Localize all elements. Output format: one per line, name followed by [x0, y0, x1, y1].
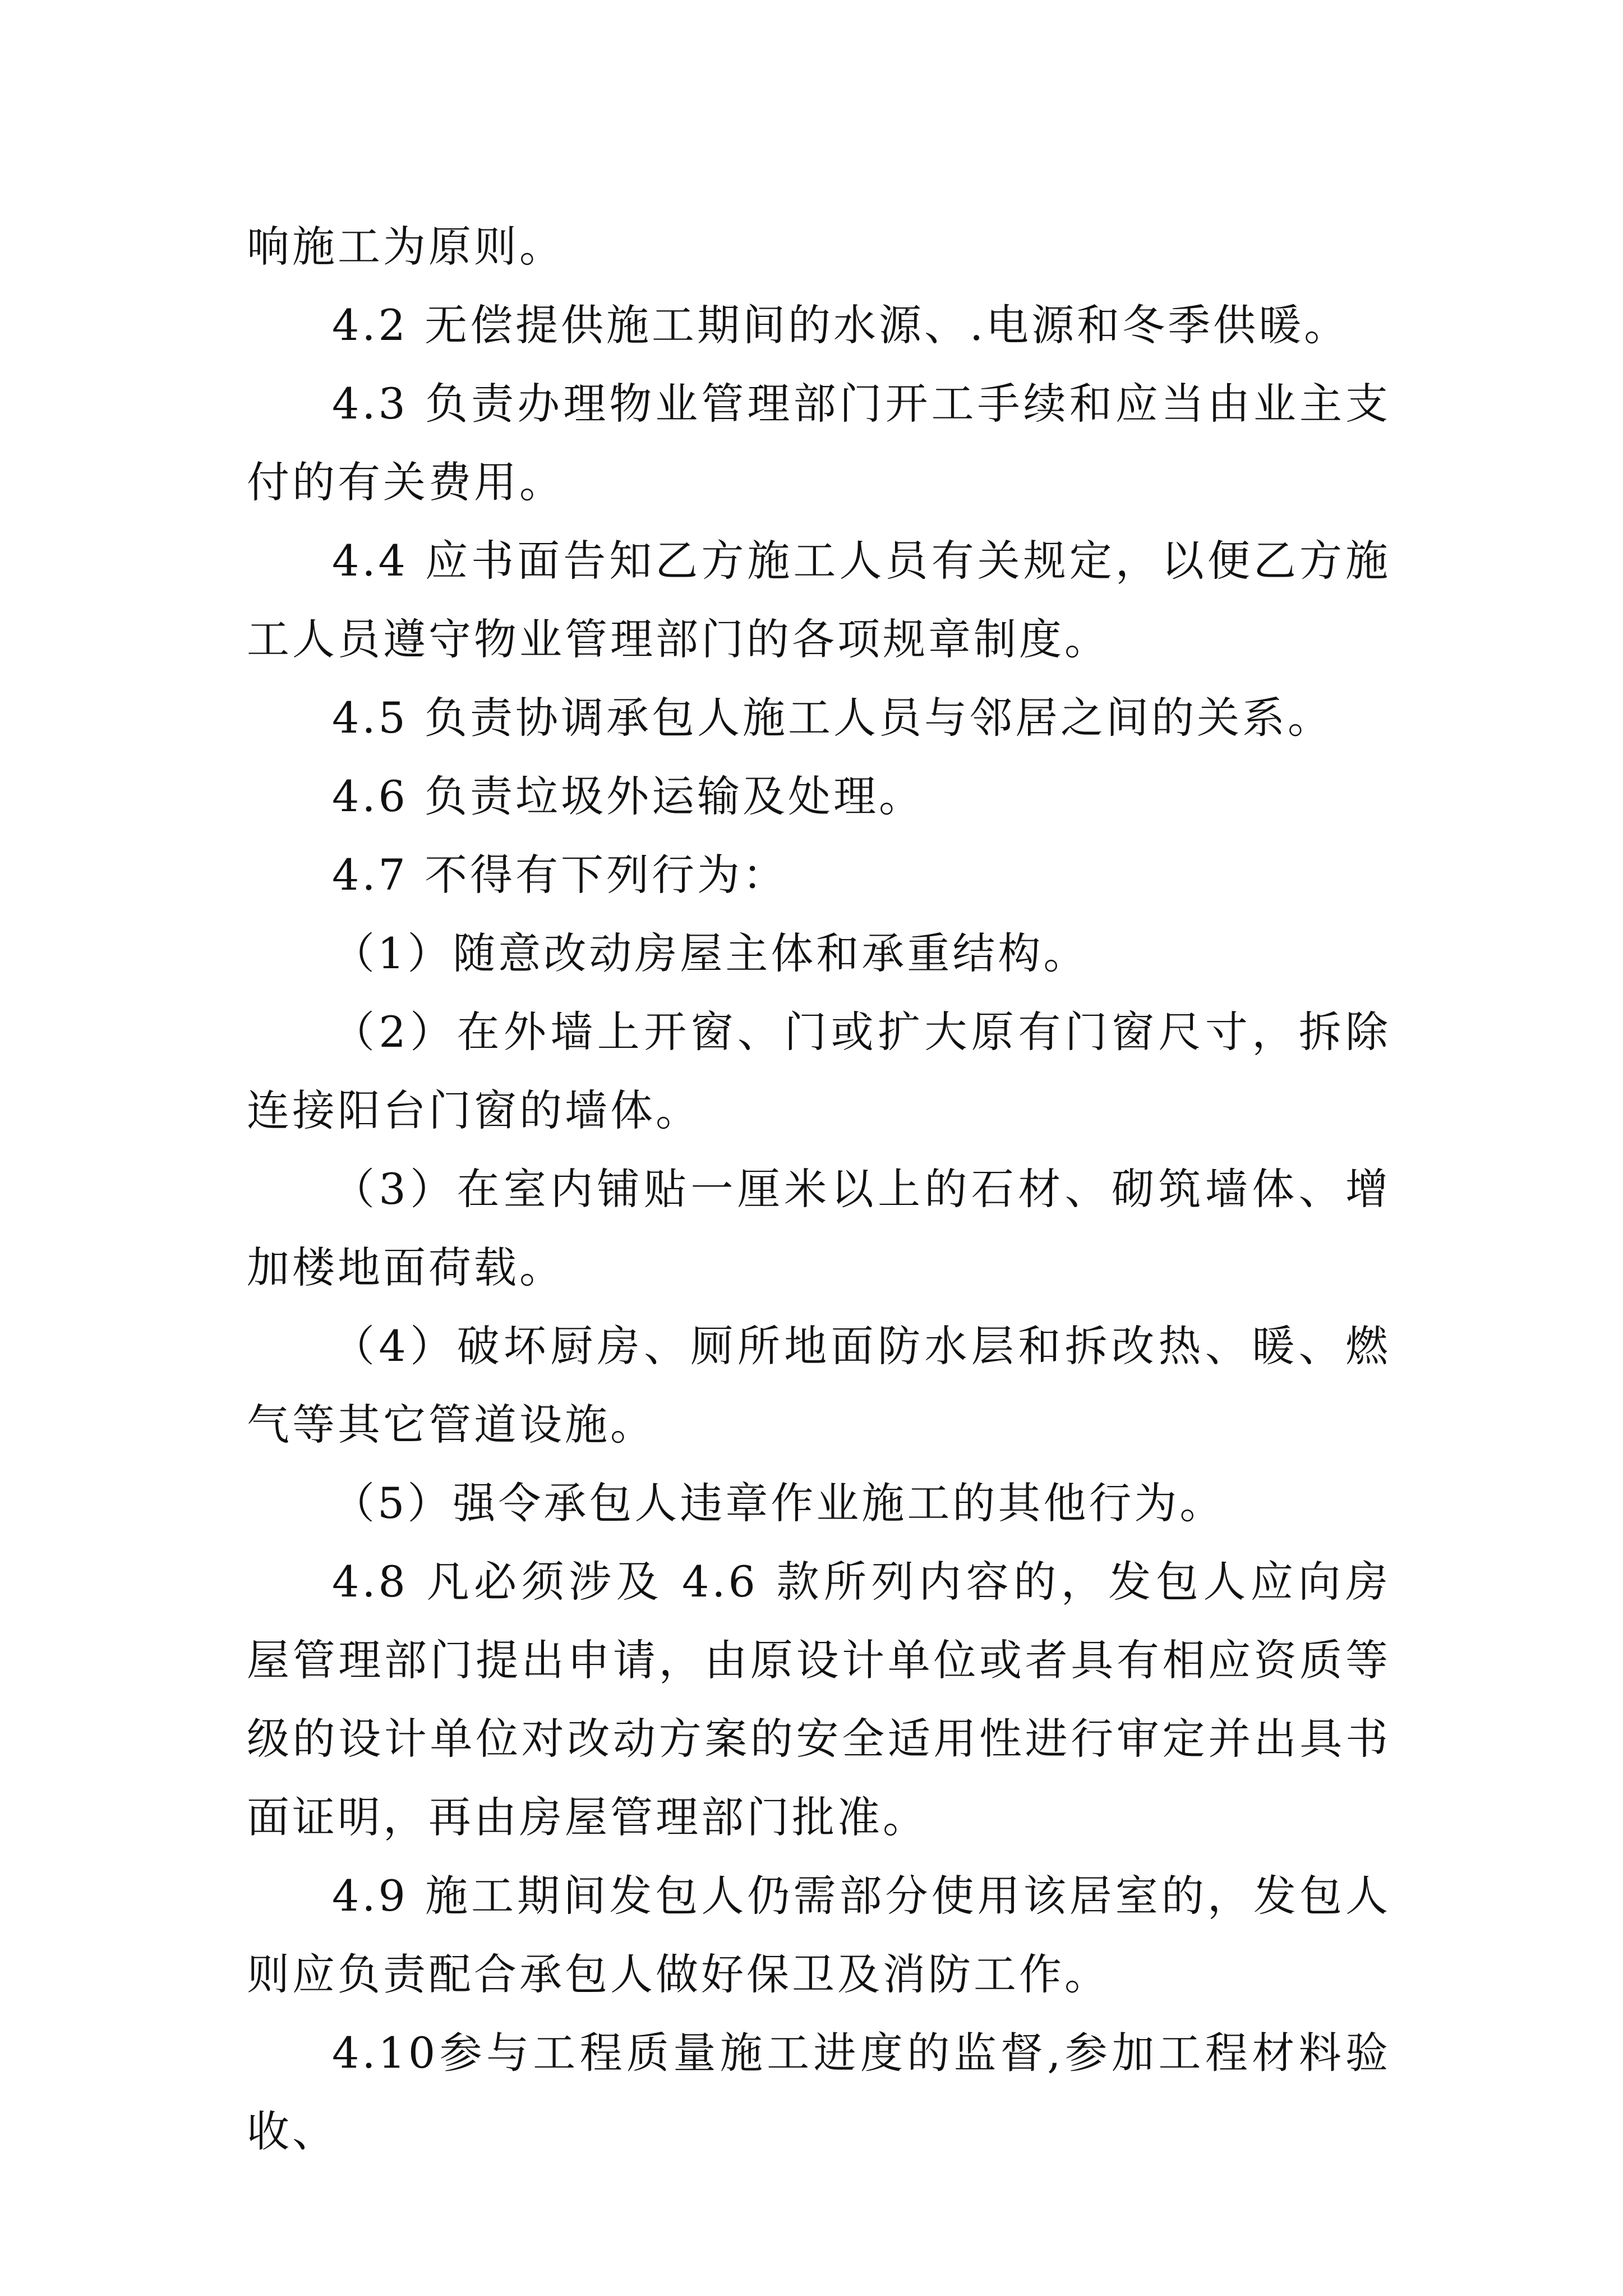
clause-4-7: 4.7 不得有下列行为： [332, 850, 789, 900]
clause-4-9: 4.9 施工期间发包人仍需部分使用该居室的，发包人则应负责配合承包人做好保卫及消防工作。 [247, 1871, 1391, 1999]
prohibited-item-5: （5）强令承包人违章作业施工的其他行为。 [332, 1478, 1225, 1528]
clause-4-6: 4.6 负责垃圾外运输及处理。 [332, 771, 925, 821]
clause-4-5: 4.5 负责协调承包人施工人员与邻居之间的关系。 [332, 693, 1334, 743]
document-page [247, 208, 1391, 2171]
paragraph-continued: 响施工为原则。 [247, 222, 565, 272]
clause-4-10: 4.10参与工程质量施工进度的监督,参加工程材料验收、 [247, 2028, 1391, 2156]
clause-4-3: 4.3 负责办理物业管理部门开工手续和应当由业主支付的有关费用。 [247, 379, 1391, 507]
prohibited-item-2: （2）在外墙上开窗、门或扩大原有门窗尺寸，拆除连接阳台门窗的墙体。 [247, 1007, 1391, 1135]
prohibited-item-1: （1）随意改动房屋主体和承重结构。 [332, 928, 1089, 978]
clause-4-2: 4.2 无偿提供施工期间的水源、.电源和冬季供暖。 [332, 300, 1350, 350]
prohibited-item-3: （3）在室内铺贴一厘米以上的石材、砌筑墙体、增加楼地面荷载。 [247, 1164, 1391, 1292]
clause-4-4: 4.4 应书面告知乙方施工人员有关规定，以便乙方施工人员遵守物业管理部门的各项规章制度。 [247, 536, 1391, 664]
prohibited-item-4: （4）破坏厨房、厕所地面防水层和拆改热、暖、燃气等其它管道设施。 [247, 1321, 1391, 1450]
clause-4-8: 4.8 凡必须涉及 4.6 款所列内容的，发包人应向房屋管理部门提出申请，由原设计单位或者具有相应资质等级的设计单位对改动方案的安全适用性进行审定并出具书面证明，再由房屋管理部门批准。 [247, 1557, 1391, 1842]
